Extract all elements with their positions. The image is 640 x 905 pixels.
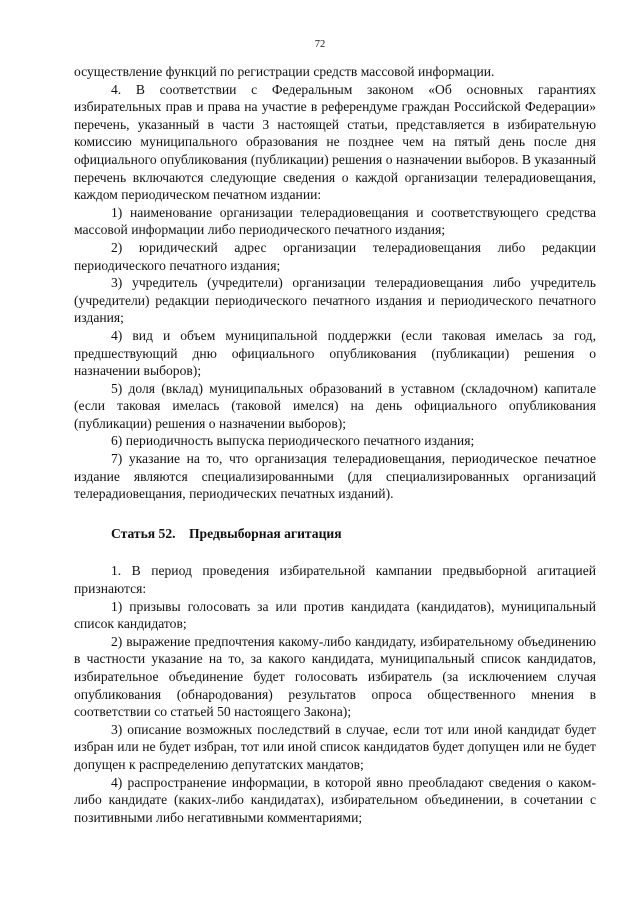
paragraph: 6) периодичность выпуска периодического печатного издания; xyxy=(111,433,475,449)
paragraph: 4) распространение информации, в которой явно преобладают сведения о каком-либо кандидате (каких-либо кандидатах), избирательном объединении, в сочетании с позитивными либо негативными комментариями; xyxy=(74,774,596,825)
paragraph: 1) призывы голосовать за или против кандидата (кандидатов), муниципальный список кандидатов; xyxy=(74,598,596,632)
paragraph: 1) наименование организации телерадиовещания и соответствующего средства массовой информации либо периодического печатного издания; xyxy=(74,204,596,238)
paragraph: 5) доля (вклад) муниципальных образований в уставном (складочном) капитале (если таковая имелась (таковой имелся) на день официального опубликования (публикации) решения о назначении выборов); xyxy=(74,380,596,431)
paragraph: 4. В соответствии с Федеральным законом «Об основных гарантиях избирательных прав и права на участие в референдуме граждан Российской Федерации» перечень, указанный в части 3 настоящей статьи, представляется в избирательную комиссию муниципального образования не позднее чем на пятый день после дня официального опубликования (публикации) решения о назначении выборов. В указанный перечень включаются следующие сведения о каждой организации телерадиовещания, каждом периодическом печатном издании: xyxy=(74,81,596,203)
paragraphs-before-heading xyxy=(74,63,596,503)
document-body xyxy=(74,63,596,826)
paragraph: 2) выражение предпочтения какому-либо кандидату, избирательному объединению в частности указание на то, за какого кандидата, муниципальный список кандидатов, избирательное объединение будет голосовать избиратель (за исключением случая опубликования (обнародования) результатов опроса общественного мнения в соответствии со статьей 50 настоящего Закона); xyxy=(74,633,596,720)
paragraph: осуществление функций по регистрации средств массовой информации. xyxy=(74,64,495,79)
paragraphs-after-heading xyxy=(74,562,596,826)
paragraph: 2) юридический адрес организации телерадиовещания либо редакции периодического печатного издания; xyxy=(74,239,596,273)
page-number: 72 xyxy=(314,39,326,50)
paragraph: 7) указание на то, что организация телерадиовещания, периодическое печатное издание являются специализированными (для специализированных организаций телерадиовещания, периодических печатных изданий). xyxy=(74,451,596,502)
paragraph: 1. В период проведения избирательной кампании предвыборной агитацией признаются: xyxy=(74,563,596,597)
paragraph: 4) вид и объем муниципальной поддержки (если таковая имелась за год, предшествующий дню официального опубликования (публикации) решения о назначении выборов); xyxy=(74,327,596,379)
article-heading xyxy=(74,525,596,543)
paragraph: 3) учредитель (учредители) организации телерадиовещания либо учредитель (учредители) редакции периодического печатного издания и периодического печатного издания; xyxy=(74,275,596,326)
paragraph: 3) описание возможных последствий в случае, если тот или иной кандидат будет избран или не будет избран, тот или иной список кандидатов будет допущен или не будет допущен к распределению депутатских мандатов; xyxy=(74,721,596,772)
article-title: Предвыборная агитация xyxy=(188,525,342,541)
article-number: Статья 52. xyxy=(111,525,176,541)
